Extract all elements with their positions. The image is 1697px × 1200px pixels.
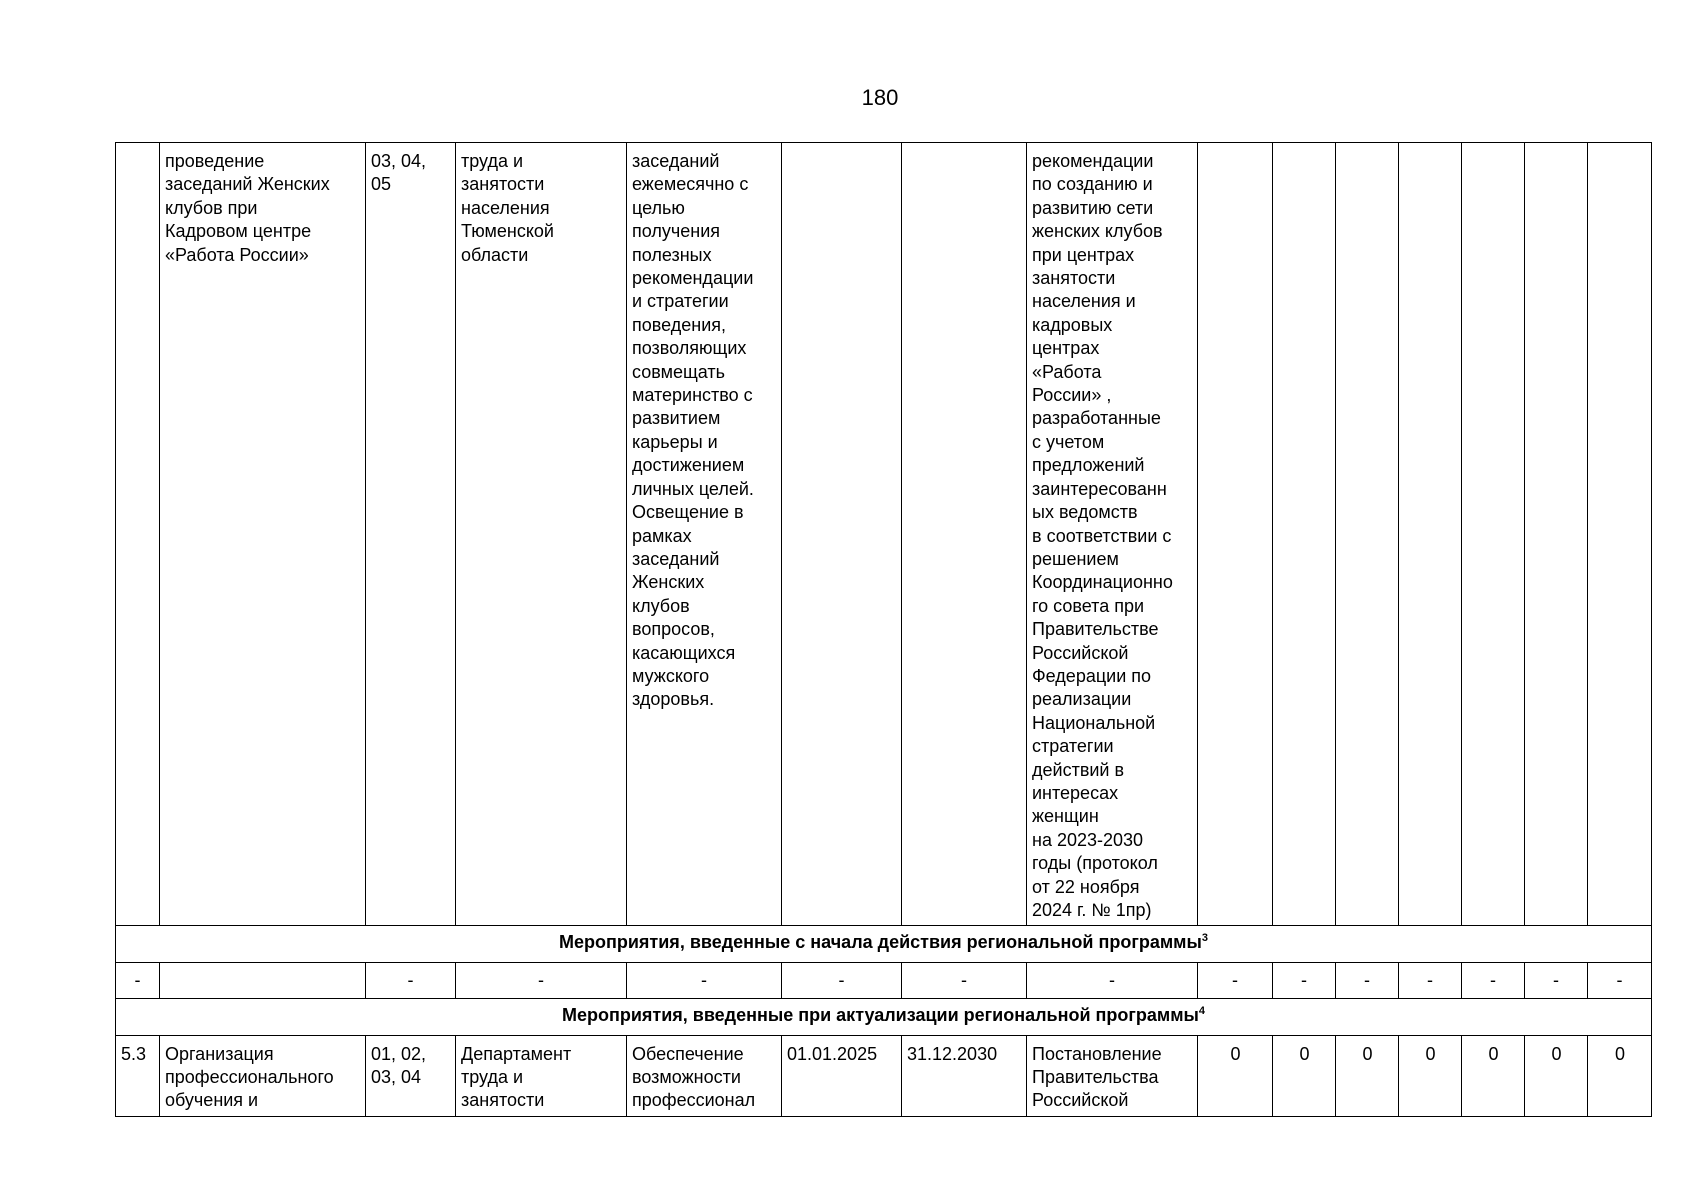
cell-value: - — [1336, 962, 1399, 998]
cell-value — [1273, 143, 1336, 926]
cell-value: 0 — [1273, 1035, 1336, 1116]
cell-value — [1588, 143, 1652, 926]
cell-activity-name: Организация профессионального обучения и — [160, 1035, 366, 1116]
cell-start-date: 01.01.2025 — [782, 1035, 902, 1116]
section-header-row — [116, 926, 1652, 962]
cell-activity-name — [160, 962, 366, 998]
cell-activity-name: проведение заседаний Женских клубов при Кадровом центре «Работа России» — [160, 143, 366, 926]
cell-value: - — [1588, 962, 1652, 998]
footnote-marker: 3 — [1201, 932, 1208, 945]
cell-number: - — [116, 962, 160, 998]
cell-end-date: 31.12.2030 — [902, 1035, 1027, 1116]
cell-document: Постановление Правительства Российской — [1027, 1035, 1198, 1116]
cell-value: 0 — [1399, 1035, 1462, 1116]
program-activities-table — [115, 142, 1652, 1117]
cell-value — [1525, 143, 1588, 926]
cell-document: рекомендации по созданию и развитию сети женских клубов при центрах занятости населения и кадровых центрах «Работа России» , разработанные с учетом предложений заинтересованн ых ведомств в соответствии с решением Координационно го совета при Правительстве Российской Федерации по реализации Национальной стратегии действий в интересах женщин на 2023-2030 годы (протокол от 22 ноября 2024 г. № 1пр) — [1027, 143, 1198, 926]
cell-executor: - — [456, 962, 627, 998]
cell-value: 0 — [1588, 1035, 1652, 1116]
cell-result: заседаний ежемесячно с целью получения полезных рекомендации и стратегии поведения, позволяющих совмещать материнство с развитием карьеры и достижением личных целей. Освещение в рамках заседаний Женских клубов вопросов, касающихся мужского здоровья. — [627, 143, 782, 926]
cell-codes: 03, 04, 05 — [366, 143, 456, 926]
table-row — [116, 1035, 1652, 1116]
cell-start-date — [782, 143, 902, 926]
section-header-cell — [116, 926, 1652, 962]
cell-value — [1198, 143, 1273, 926]
cell-value: - — [1198, 962, 1273, 998]
table-row — [116, 962, 1652, 998]
section-header-cell — [116, 999, 1652, 1035]
cell-value: 0 — [1336, 1035, 1399, 1116]
cell-codes: - — [366, 962, 456, 998]
cell-value: 0 — [1462, 1035, 1525, 1116]
cell-document: - — [1027, 962, 1198, 998]
footnote-marker: 4 — [1198, 1005, 1206, 1018]
cell-number — [116, 143, 160, 926]
cell-end-date: - — [902, 962, 1027, 998]
cell-end-date — [902, 143, 1027, 926]
page-number: 180 — [861, 85, 899, 110]
cell-value: 0 — [1525, 1035, 1588, 1116]
section-title: Мероприятия, введенные при актуализации региональной программы — [561, 1005, 1199, 1026]
cell-value — [1336, 143, 1399, 926]
cell-executor: Департамент труда и занятости — [456, 1035, 627, 1116]
table-row — [116, 143, 1652, 926]
cell-executor: труда и занятости населения Тюменской области — [456, 143, 627, 926]
section-title: Мероприятия, введенные с начала действия региональной программы — [559, 932, 1202, 953]
cell-number: 5.3 — [116, 1035, 160, 1116]
section-header-row — [116, 999, 1652, 1035]
cell-result: - — [627, 962, 782, 998]
cell-value: - — [1273, 962, 1336, 998]
cell-value: - — [1525, 962, 1588, 998]
cell-value: - — [1462, 962, 1525, 998]
cell-value — [1399, 143, 1462, 926]
cell-codes: 01, 02, 03, 04 — [366, 1035, 456, 1116]
cell-value: 0 — [1198, 1035, 1273, 1116]
cell-start-date: - — [782, 962, 902, 998]
cell-result: Обеспечение возможности профессионал — [627, 1035, 782, 1116]
cell-value: - — [1399, 962, 1462, 998]
cell-value — [1462, 143, 1525, 926]
